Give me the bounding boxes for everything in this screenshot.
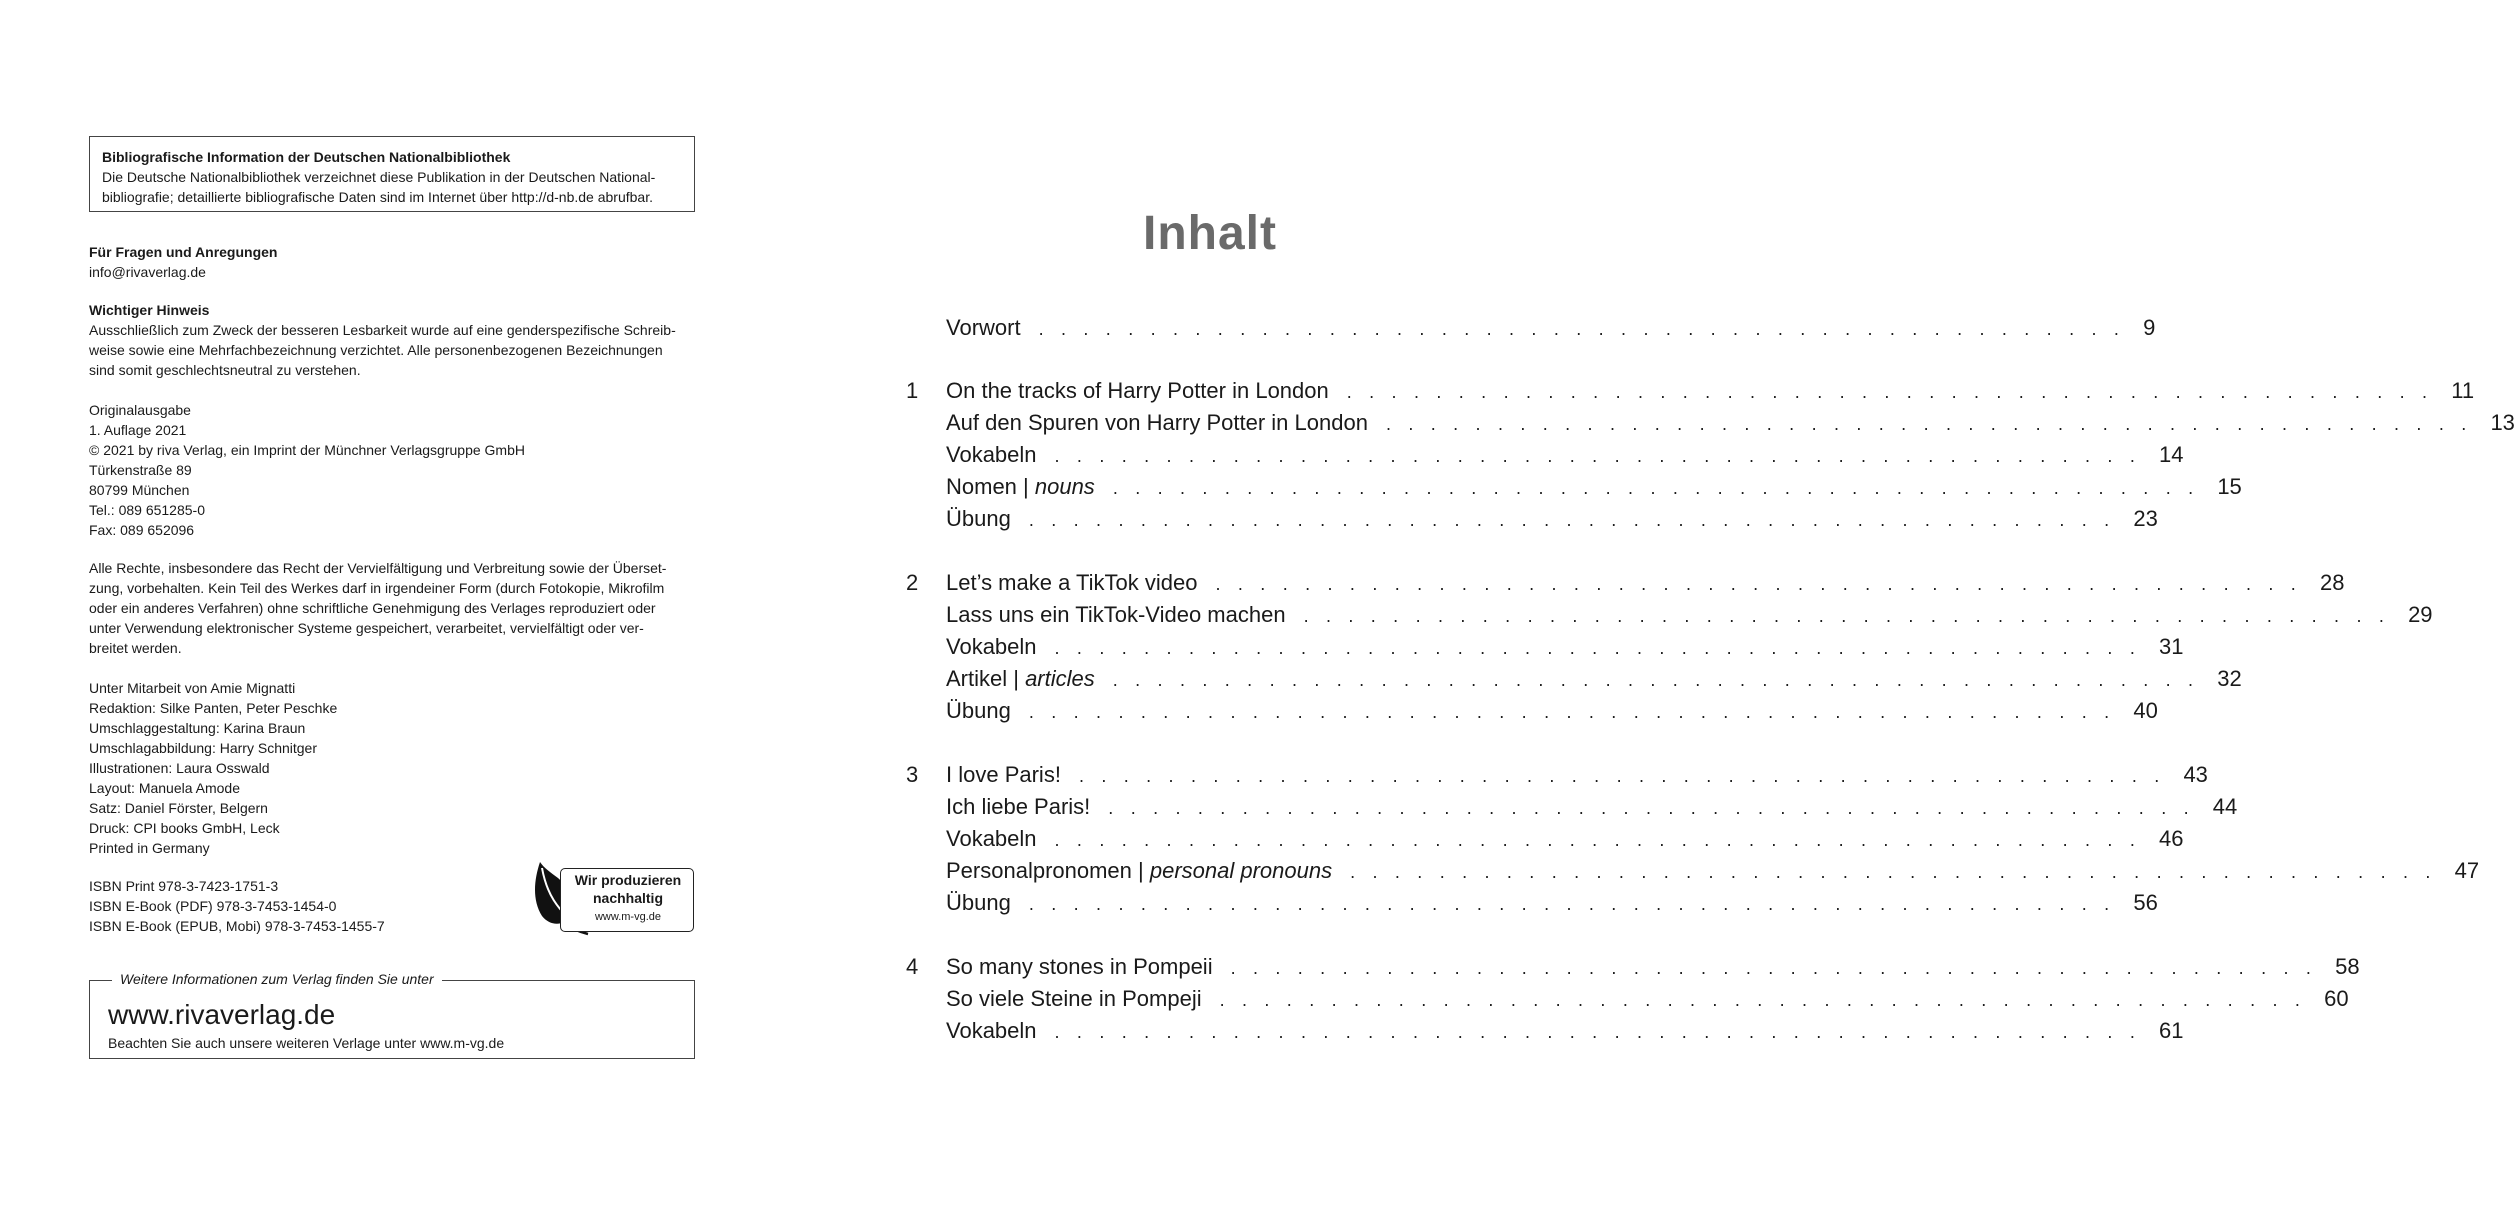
toc-entry[interactable] — [946, 376, 2475, 406]
toc-entry-title-text: Artikel | — [946, 666, 1026, 691]
notice-line-2: weise sowie eine Mehrfachbezeichnung verzichtet. Alle personenbezogenen Bezeichnungen — [89, 342, 663, 358]
contact-title: Für Fragen und Anregungen — [89, 244, 278, 260]
toc-page-number: 40 — [2133, 698, 2158, 723]
credit-line: Printed in Germany — [89, 840, 210, 856]
toc-entry-title-text: Auf den Spuren von Harry Potter in London — [946, 410, 1368, 435]
toc-leader-dots: . . . . . . . . . . . . . . . . . . . . . . . . . . . . . . . . . . . . . . . . . . . . . . . . . — [1215, 574, 2302, 594]
toc-entry[interactable] — [946, 760, 2208, 790]
toc-entry-title — [946, 504, 1011, 534]
toc-leader-dots: . . . . . . . . . . . . . . . . . . . . . . . . . . . . . . . . . . . . . . . . . . . . . . . . . — [1350, 862, 2437, 882]
toc-entry-title-text: Übung — [946, 506, 1011, 531]
toc-entry-title-text: Vorwort — [946, 315, 1021, 340]
toc-entry[interactable] — [946, 888, 2158, 918]
toc-page-number: 32 — [2217, 666, 2242, 691]
toc-leader-dots: . . . . . . . . . . . . . . . . . . . . . . . . . . . . . . . . . . . . . . . . . . . . . . . . . — [1028, 510, 2116, 530]
toc-entry-title — [946, 952, 1213, 982]
toc-entry[interactable] — [946, 664, 2242, 694]
toc-entry[interactable] — [946, 1016, 2184, 1046]
toc-entry-title-text: Personalpronomen | — [946, 858, 1150, 883]
toc-leader-dots: . . . . . . . . . . . . . . . . . . . . . . . . . . . . . . . . . . . . . . . . . . . . . . . . . — [1054, 638, 2142, 658]
toc-leader-dots: . . . . . . . . . . . . . . . . . . . . . . . . . . . . . . . . . . . . . . . . . . . . . . . . . — [1054, 830, 2142, 850]
publisher-url[interactable]: www.rivaverlag.de — [108, 999, 336, 1030]
toc-entry-title — [946, 408, 1368, 438]
chapter-number: 1 — [906, 378, 919, 403]
rights-line: zung, vorbehalten. Kein Teil des Werkes darf in irgendeiner Form (durch Fotokopie, Mikrofilm — [89, 580, 665, 596]
toc-leader-dots: . . . . . . . . . . . . . . . . . . . . . . . . . . . . . . . . . . . . . . . . . . . . . . . . . — [1112, 670, 2200, 690]
toc-leader-dots: . . . . . . . . . . . . . . . . . . . . . . . . . . . . . . . . . . . . . . . . . . . . . . . . . — [1108, 798, 2195, 818]
toc-page-number: 47 — [2454, 858, 2480, 883]
toc-entry[interactable] — [946, 440, 2184, 470]
notice-section — [89, 300, 695, 380]
toc-leader-dots: . . . . . . . . . . . . . . . . . . . . . . . . . . . . . . . . . . . . . . . . . . . . . . . . . — [1230, 958, 2318, 978]
rights-line: unter Verwendung elektronischer Systeme gespeichert, verarbeitet, vervielfältigt oder ver- — [89, 620, 644, 636]
toc-leader-dots: . . . . . . . . . . . . . . . . . . . . . . . . . . . . . . . . . . . . . . . . . . . . . . . . . — [1303, 606, 2391, 626]
toc-page-number: 58 — [2335, 954, 2360, 979]
chapter-number: 3 — [906, 762, 919, 787]
biblio-line-2: bibliografie; detaillierte bibliografische Daten sind im Internet über http://d-nb.de abrufbar. — [102, 189, 653, 205]
chapter-number: 2 — [906, 570, 919, 595]
toc-entry-title — [946, 376, 1329, 406]
toc-entry-title — [946, 984, 1202, 1014]
credit-line: Druck: CPI books GmbH, Leck — [89, 820, 280, 836]
toc-page-number: 28 — [2320, 570, 2345, 595]
toc-entry-title-text: Übung — [946, 890, 1011, 915]
toc-entry-title — [946, 856, 1332, 886]
impressum-section — [89, 400, 695, 540]
toc-entry-title-text: Vokabeln — [946, 634, 1037, 659]
sustainability-logo — [532, 860, 696, 936]
credit-line: Umschlagabbildung: Harry Schnitger — [89, 740, 317, 756]
publisher-info-legend: Weitere Informationen zum Verlag finden Sie unter — [112, 971, 442, 987]
logo-line-1: Wir produzieren — [574, 872, 682, 888]
toc-leader-dots: . . . . . . . . . . . . . . . . . . . . . . . . . . . . . . . . . . . . . . . . . . . . . . . . . — [1078, 766, 2166, 786]
toc-entry[interactable] — [946, 568, 2345, 598]
impressum-line: © 2021 by riva Verlag, ein Imprint der Münchner Verlagsgruppe GmbH — [89, 442, 525, 458]
toc-entry-title-english: articles — [1025, 666, 1095, 691]
toc-entry[interactable] — [946, 696, 2158, 726]
toc-entry[interactable] — [946, 984, 2349, 1014]
toc-entry-title-text: Lass uns ein TikTok-Video machen — [946, 602, 1286, 627]
toc-entry-title-text: Vokabeln — [946, 442, 1037, 467]
toc-entry[interactable] — [946, 408, 2515, 438]
toc-entry[interactable] — [946, 824, 2184, 854]
toc-entry[interactable] — [946, 792, 2238, 822]
toc-entry-title — [946, 888, 1011, 918]
toc-entry-title-text: Vokabeln — [946, 826, 1037, 851]
toc-leader-dots: . . . . . . . . . . . . . . . . . . . . . . . . . . . . . . . . . . . . . . . . . . . . . . . . . — [1219, 990, 2307, 1010]
toc-entry-title-text: On the tracks of Harry Potter in London — [946, 378, 1329, 403]
toc-entry-title-english: personal pronouns — [1149, 858, 1333, 883]
impressum-line: Türkenstraße 89 — [89, 462, 192, 478]
toc-entry-title-text: Let’s make a TikTok video — [946, 570, 1198, 595]
toc-page-number: 46 — [2159, 826, 2184, 851]
impressum-line: Tel.: 089 651285-0 — [89, 502, 205, 518]
credit-line: Unter Mitarbeit von Amie Mignatti — [89, 680, 296, 696]
toc-page-number: 43 — [2183, 762, 2208, 787]
notice-line-3: sind somit geschlechtsneutral zu verstehen. — [89, 362, 361, 378]
toc-entry-title-english: nouns — [1034, 474, 1095, 499]
toc-entry[interactable] — [946, 472, 2242, 502]
publisher-info-box — [89, 971, 695, 1059]
toc-entry[interactable] — [946, 632, 2184, 662]
impressum-line: Originalausgabe — [89, 402, 191, 418]
toc-page-number: 13 — [2490, 410, 2515, 435]
toc-entry-title — [946, 792, 1090, 822]
toc-entry-title-text: Übung — [946, 698, 1011, 723]
biblio-section — [89, 136, 695, 212]
toc-entry[interactable] — [946, 952, 2360, 982]
toc-entry[interactable] — [946, 504, 2158, 534]
toc-entry-title-text: So many stones in Pompeii — [946, 954, 1213, 979]
toc-entry-title — [946, 313, 1021, 343]
toc-entry-title-text: I love Paris! — [946, 762, 1061, 787]
toc-page-number: 14 — [2159, 442, 2184, 467]
toc-leader-dots: . . . . . . . . . . . . . . . . . . . . . . . . . . . . . . . . . . . . . . . . . . . . . . . . . — [1054, 1022, 2142, 1042]
impressum-line: Fax: 089 652096 — [89, 522, 195, 538]
credits-section — [89, 678, 695, 858]
toc-entry-title — [946, 824, 1037, 854]
credit-line: Umschlaggestaltung: Karina Braun — [89, 720, 306, 736]
toc-leader-dots: . . . . . . . . . . . . . . . . . . . . . . . . . . . . . . . . . . . . . . . . . . . . . . . . . — [1385, 414, 2473, 434]
notice-title: Wichtiger Hinweis — [89, 302, 210, 318]
chapter-number: 4 — [906, 954, 919, 979]
impressum-line: 1. Auflage 2021 — [89, 422, 187, 438]
rights-line: Alle Rechte, insbesondere das Recht der Vervielfältigung und Verbreitung sowie der Überset- — [89, 560, 667, 576]
isbn-line: ISBN E-Book (PDF) 978-3-7453-1454-0 — [89, 898, 337, 914]
biblio-title: Bibliografische Information der Deutschen Nationalbibliothek — [102, 149, 511, 165]
logo-url: www.m-vg.de — [594, 911, 662, 923]
toc-page-number: 44 — [2212, 794, 2238, 819]
rights-section — [89, 558, 695, 658]
toc-page-number: 31 — [2159, 634, 2184, 659]
impressum-line: 80799 München — [89, 482, 190, 498]
toc-page-number: 11 — [2451, 378, 2475, 403]
toc-page-number: 9 — [2143, 315, 2156, 340]
toc-entry-title-text: Ich liebe Paris! — [946, 794, 1091, 819]
notice-line-1: Ausschließlich zum Zweck der besseren Lesbarkeit wurde auf eine genderspezifische Schreib- — [89, 322, 676, 338]
rights-line: oder ein anderes Verfahren) ohne schriftliche Genehmigung des Verlages reproduziert oder — [89, 600, 656, 616]
toc-entry-title — [946, 760, 1061, 790]
toc-page-number: 23 — [2133, 506, 2158, 531]
toc-leader-dots: . . . . . . . . . . . . . . . . . . . . . . . . . . . . . . . . . . . . . . . . . . . . . . . . . — [1038, 319, 2126, 339]
toc-entry-title — [946, 472, 1095, 502]
rights-line: breitet werden. — [89, 640, 182, 656]
toc-entry-title — [946, 440, 1037, 470]
toc-page-number: 15 — [2217, 474, 2242, 499]
credit-line: Satz: Daniel Förster, Belgern — [89, 800, 268, 816]
toc-entry-title — [946, 600, 1286, 630]
toc-leader-dots: . . . . . . . . . . . . . . . . . . . . . . . . . . . . . . . . . . . . . . . . . . . . . . . . . — [1112, 478, 2200, 498]
toc-leader-dots: . . . . . . . . . . . . . . . . . . . . . . . . . . . . . . . . . . . . . . . . . . . . . . . . . — [1028, 894, 2116, 914]
page-title: Inhalt — [1143, 207, 1277, 260]
toc-entry-title-text: So viele Steine in Pompeji — [946, 986, 1202, 1011]
toc-page-number: 29 — [2408, 602, 2433, 627]
isbn-line: ISBN Print 978-3-7423-1751-3 — [89, 878, 279, 894]
publisher-note: Beachten Sie auch unsere weiteren Verlage unter www.m-vg.de — [108, 1035, 505, 1051]
toc-entry-title — [946, 696, 1011, 726]
toc-page-number: 56 — [2133, 890, 2158, 915]
credit-line: Redaktion: Silke Panten, Peter Peschke — [89, 700, 338, 716]
isbn-line: ISBN E-Book (EPUB, Mobi) 978-3-7453-1455-7 — [89, 918, 385, 934]
toc-leader-dots: . . . . . . . . . . . . . . . . . . . . . . . . . . . . . . . . . . . . . . . . . . . . . . . . . — [1346, 382, 2434, 402]
toc-page-number: 61 — [2159, 1018, 2184, 1043]
toc-entry[interactable] — [946, 856, 2480, 886]
toc-entry-title — [946, 1016, 1037, 1046]
logo-line-2: nachhaltig — [592, 890, 663, 906]
toc-leader-dots: . . . . . . . . . . . . . . . . . . . . . . . . . . . . . . . . . . . . . . . . . . . . . . . . . — [1054, 446, 2142, 466]
toc-entry[interactable] — [946, 313, 2156, 343]
contact-email: info@rivaverlag.de — [89, 264, 206, 280]
toc-entry-title — [946, 632, 1037, 662]
credit-line: Layout: Manuela Amode — [89, 780, 240, 796]
toc-leader-dots: . . . . . . . . . . . . . . . . . . . . . . . . . . . . . . . . . . . . . . . . . . . . . . . . . — [1028, 702, 2116, 722]
toc-entry[interactable] — [946, 600, 2433, 630]
toc-page-number: 60 — [2324, 986, 2349, 1011]
contact-section — [89, 242, 695, 282]
biblio-line-1: Die Deutsche Nationalbibliothek verzeichnet diese Publikation in der Deutschen National- — [102, 169, 656, 185]
toc-entry-title — [946, 568, 1198, 598]
credit-line: Illustrationen: Laura Osswald — [89, 760, 270, 776]
biblio-box — [89, 136, 695, 212]
toc-entry-title-text: Vokabeln — [946, 1018, 1037, 1043]
toc-entry-title — [946, 664, 1095, 694]
toc-entry-title-text: Nomen | — [946, 474, 1035, 499]
